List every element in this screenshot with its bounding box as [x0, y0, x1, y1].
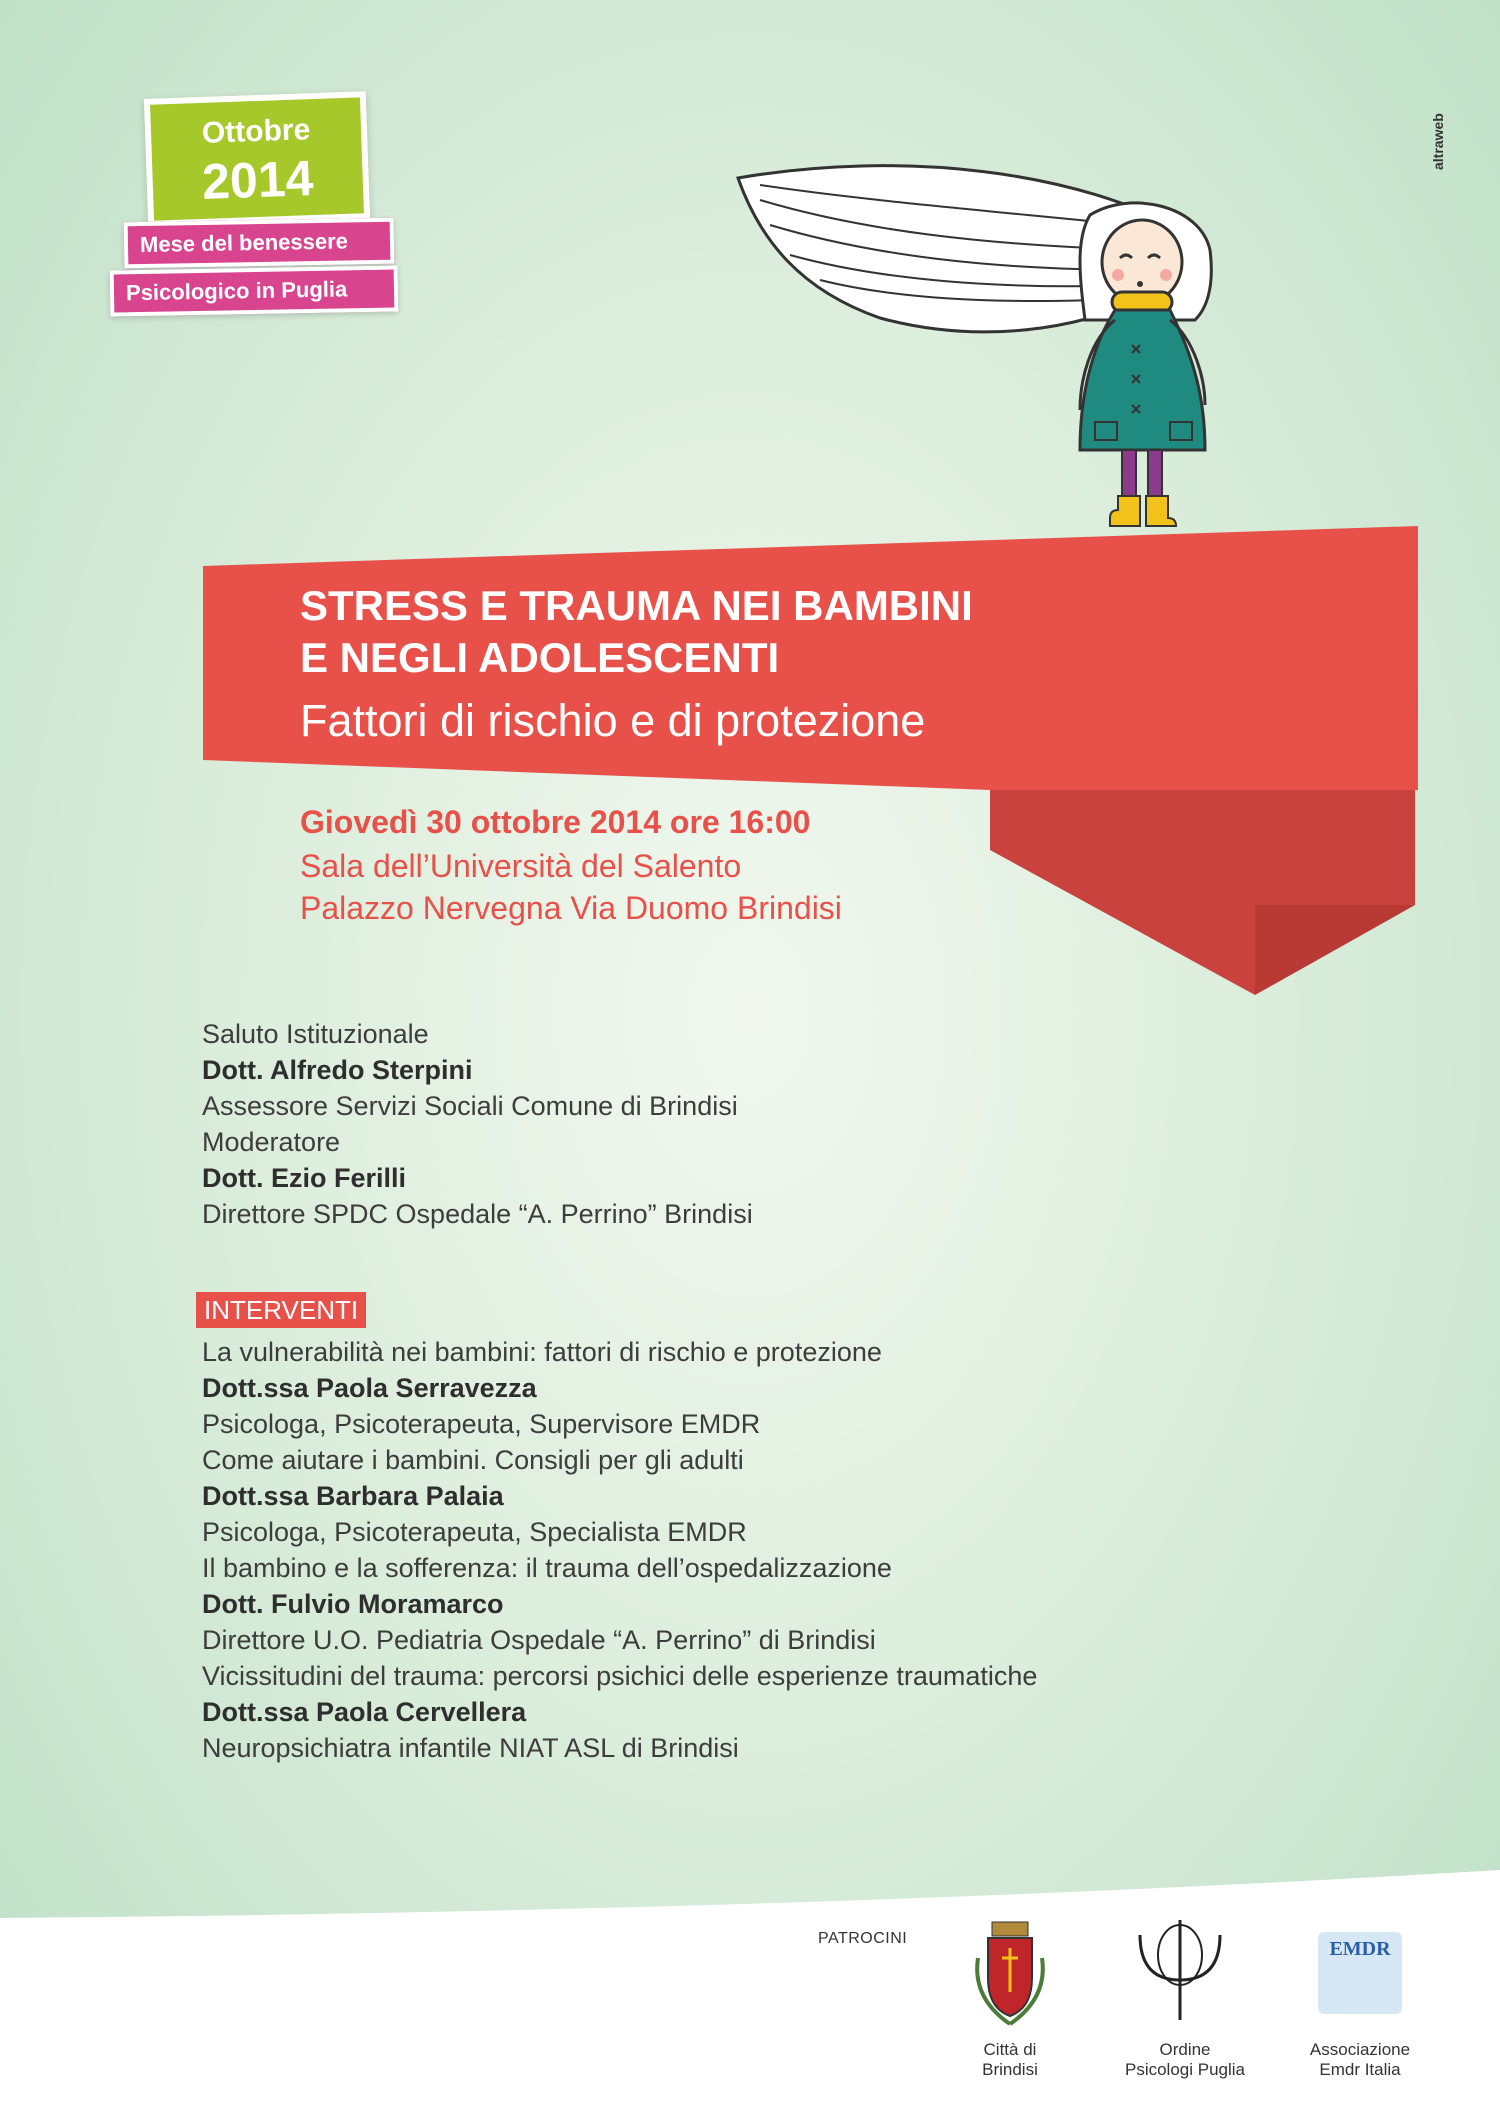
badge-month: Ottobre [201, 113, 311, 150]
caption-line: Ordine [1159, 2040, 1211, 2059]
event-title [300, 580, 1200, 684]
greeting-role: Assessore Servizi Sociali Comune di Brindisi [202, 1091, 738, 1121]
girl-illustration [738, 166, 1211, 526]
logo-caption-ordine [1100, 2040, 1270, 2080]
caption-line: Emdr Italia [1319, 2060, 1401, 2079]
badge-line-2: Psicologico in Puglia [110, 265, 399, 316]
title-line-1: STRESS E TRAUMA NEI BAMBINI [300, 582, 973, 629]
talk-role: Direttore U.O. Pediatria Ospedale “A. Perrino” di Brindisi [202, 1625, 876, 1655]
brand-logo: altraweb [1430, 113, 1446, 170]
event-subtitle: Fattori di rischio e di protezione [300, 695, 926, 746]
event-address: Palazzo Nervegna Via Duomo Brindisi [300, 890, 842, 926]
patrocini-label: PATROCINI [818, 1930, 908, 1947]
talk-item [202, 1334, 1352, 1442]
interventi-label: INTERVENTI [196, 1292, 366, 1328]
talk-speaker: Dott.ssa Barbara Palaia [202, 1481, 504, 1511]
event-venue: Sala dell’Università del Salento [300, 848, 742, 884]
talk-speaker: Dott.ssa Paola Serravezza [202, 1373, 537, 1403]
talk-topic: Come aiutare i bambini. Consigli per gli adulti [202, 1445, 744, 1475]
greeting-name: Dott. Alfredo Sterpini [202, 1055, 473, 1085]
badge-year: 2014 [201, 150, 315, 210]
emdr-logo-icon [1318, 1932, 1402, 2014]
emdr-logo-text: EMDR [1329, 1938, 1391, 1960]
psi-symbol-icon [1130, 1915, 1230, 2025]
talk-item [202, 1550, 1352, 1658]
talk-topic: Il bambino e la sofferenza: il trauma dell’ospedalizzazione [202, 1553, 892, 1583]
date-badge [144, 91, 370, 227]
title-line-2: E NEGLI ADOLESCENTI [300, 634, 780, 681]
ribbon-fold [990, 780, 1415, 995]
caption-line: Associazione [1309, 2040, 1411, 2059]
moderator-name: Dott. Ezio Ferilli [202, 1163, 407, 1193]
talk-role: Neuropsichiatra infantile NIAT ASL di Brindisi [202, 1733, 739, 1763]
ribbon-tail [1255, 905, 1415, 995]
event-date: Giovedì 30 ottobre 2014 ore 16:00 [300, 804, 811, 840]
talk-role: Psicologa, Psicoterapeuta, Supervisore EMDR [202, 1409, 761, 1439]
talk-topic: La vulnerabilità nei bambini: fattori di rischio e protezione [202, 1337, 882, 1367]
badge-line-1: Mese del benessere [124, 218, 395, 269]
talk-topic: Vicissitudini del trauma: percorsi psichici delle esperienze traumatiche [202, 1661, 1038, 1691]
caption-line: Psicologi Puglia [1124, 2060, 1245, 2079]
caption-line: Brindisi [982, 2060, 1038, 2079]
greeting-label: Saluto Istituzionale [202, 1019, 429, 1049]
talk-item [202, 1442, 1352, 1550]
talk-speaker: Dott. Fulvio Moramarco [202, 1589, 504, 1619]
logo-caption-emdr [1290, 2040, 1430, 2080]
talk-role: Psicologa, Psicoterapeuta, Specialista EMDR [202, 1517, 747, 1547]
moderator-label: Moderatore [202, 1127, 341, 1157]
footer [0, 1918, 1500, 2109]
talks-list [202, 1334, 1352, 1766]
logo-caption-city [950, 2040, 1070, 2080]
program-intro [202, 1016, 1352, 1232]
talk-speaker: Dott.ssa Paola Cervellera [202, 1697, 527, 1727]
moderator-role: Direttore SPDC Ospedale “A. Perrino” Brindisi [202, 1199, 753, 1229]
city-crest-icon [970, 1918, 1050, 2028]
talk-item [202, 1658, 1352, 1766]
caption-line: Città di [983, 2040, 1037, 2059]
